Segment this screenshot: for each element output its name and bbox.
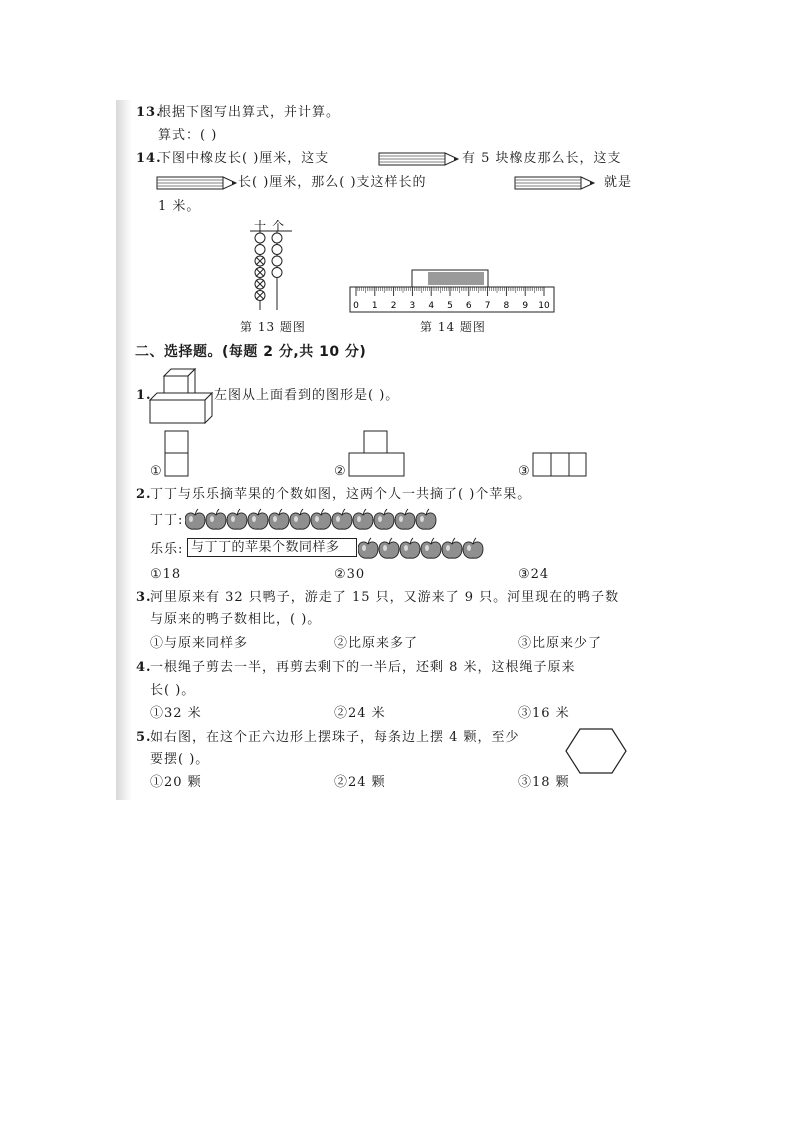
ruler-label: 3 [409,301,416,311]
apple-icon [463,538,483,558]
c4-option-1[interactable]: ①32 米 [150,706,202,721]
ruler-label: 2 [390,301,397,311]
abacus-bead [255,279,265,289]
apple-icon [206,509,226,529]
section-title: 二、选择题。(每题 2 分,共 10 分) [135,344,367,360]
pencil-icon [514,176,596,190]
ruler-label: 6 [465,301,472,311]
c4-line2: 长( )。 [150,683,196,698]
q14-line1-a: 下图中橡皮长( )厘米，这支 [158,151,330,166]
fig14-caption: 第 14 题图 [420,320,486,334]
apple-icon [248,509,268,529]
q13-formula: 算式：( ) [158,128,218,143]
q14-line2-b: 就是 [604,175,633,190]
c2-lele-label: 乐乐: [150,542,184,557]
c2-dingding-label: 丁丁: [150,513,184,528]
ruler-figure [348,268,556,314]
ruler-label: 1 [371,301,378,311]
ruler-label: 5 [447,301,453,311]
apple-icon [332,509,352,529]
c2-lele-box-text: 与丁丁的苹果个数同样多 [191,540,340,555]
apple-icon [421,538,441,558]
c3-option-3[interactable]: ③比原来少了 [518,636,603,651]
c4-number: 4. [136,660,152,675]
apple-icon [185,509,205,529]
c3-option-1[interactable]: ①与原来同样多 [150,636,249,651]
c2-option-1[interactable]: ①18 [150,567,182,582]
c5-option-3[interactable]: ③18 颗 [518,775,570,790]
abacus-bead [272,233,282,243]
apple-icon [395,509,415,529]
apple-icon [269,509,289,529]
c2-text: 丁丁与乐乐摘苹果的个数如图，这两个人一共摘了( )个苹果。 [150,487,532,502]
abacus-tens-label: 十 [254,220,267,233]
ruler-label: 4 [428,301,435,311]
c5-option-1[interactable]: ①20 颗 [150,775,202,790]
abacus-bead [255,268,265,278]
ruler-label: 7 [484,301,491,311]
c1-option-1-label[interactable]: ① [150,464,163,479]
abacus-bead [255,233,265,243]
q14-line2-a: 长( )厘米，那么( )支这样长的 [238,175,427,190]
lele-apples [358,537,488,561]
c1-option-2-shape [348,430,406,478]
q14-line1-b: 有 5 块橡皮那么长，这支 [462,151,622,166]
abacus-ones-label: 个 [272,220,285,233]
abacus-bead [255,291,265,301]
c5-line1: 如右图，在这个正六边形上摆珠子，每条边上摆 4 颗，至少 [150,730,520,745]
apple-icon [353,509,373,529]
abacus-bead [272,268,282,278]
abacus-bead [272,245,282,255]
c3-line2: 与原来的鸭子数相比，( )。 [150,612,322,627]
c3-number: 3. [136,590,152,605]
apple-icon [290,509,310,529]
apple-icon [442,538,462,558]
c1-number: 1. [136,388,152,403]
c5-number: 5. [136,730,152,745]
c4-line1: 一根绳子剪去一半，再剪去剩下的一半后，还剩 8 米，这根绳子原来 [150,660,576,675]
c2-lele-box [187,538,357,557]
q14-number: 14. [136,151,162,166]
ruler-label: 10 [538,301,550,311]
c5-line2: 要摆( )。 [150,752,210,767]
c4-option-2[interactable]: ②24 米 [334,706,386,721]
fig13-caption: 第 13 题图 [240,320,306,334]
c1-text: 左图从上面看到的图形是( )。 [214,388,400,403]
ruler-label: 8 [503,301,510,311]
abacus-bead [272,256,282,266]
c1-option-3-label[interactable]: ③ [518,464,531,479]
c1-option-1-shape [164,430,190,478]
apple-icon [311,509,331,529]
c1-option-2-label[interactable]: ② [334,464,347,479]
q14-line3: 1 米。 [158,199,201,214]
scan-shadow [116,100,132,800]
apple-icon [416,509,436,529]
eraser-band [428,272,484,285]
c1-option-3-shape [532,452,588,478]
apple-icon [400,538,420,558]
q13-text: 根据下图写出算式，并计算。 [158,105,341,120]
c3-line1: 河里原来有 32 只鸭子，游走了 15 只，又游来了 9 只。河里现在的鸭子数 [150,590,620,605]
abacus-figure [246,220,296,312]
dingding-apples [185,508,441,532]
ruler-label: 0 [353,301,359,311]
c3-option-2[interactable]: ②比原来多了 [334,636,419,651]
apple-icon [358,538,378,558]
hexagon-figure [564,726,628,776]
apple-icon [379,538,399,558]
c2-number: 2. [136,487,152,502]
apple-icon [374,509,394,529]
q13-number: 13. [136,105,162,120]
pencil-icon [156,176,238,190]
cube-solid-figure [148,366,214,426]
abacus-bead [255,256,265,266]
c5-option-2[interactable]: ②24 颗 [334,775,386,790]
c2-option-2[interactable]: ②30 [334,567,366,582]
pencil-icon [378,152,460,166]
c2-option-3[interactable]: ③24 [518,567,550,582]
c4-option-3[interactable]: ③16 米 [518,706,570,721]
apple-icon [227,509,247,529]
ruler-label: 9 [522,301,529,311]
abacus-bead [255,245,265,255]
